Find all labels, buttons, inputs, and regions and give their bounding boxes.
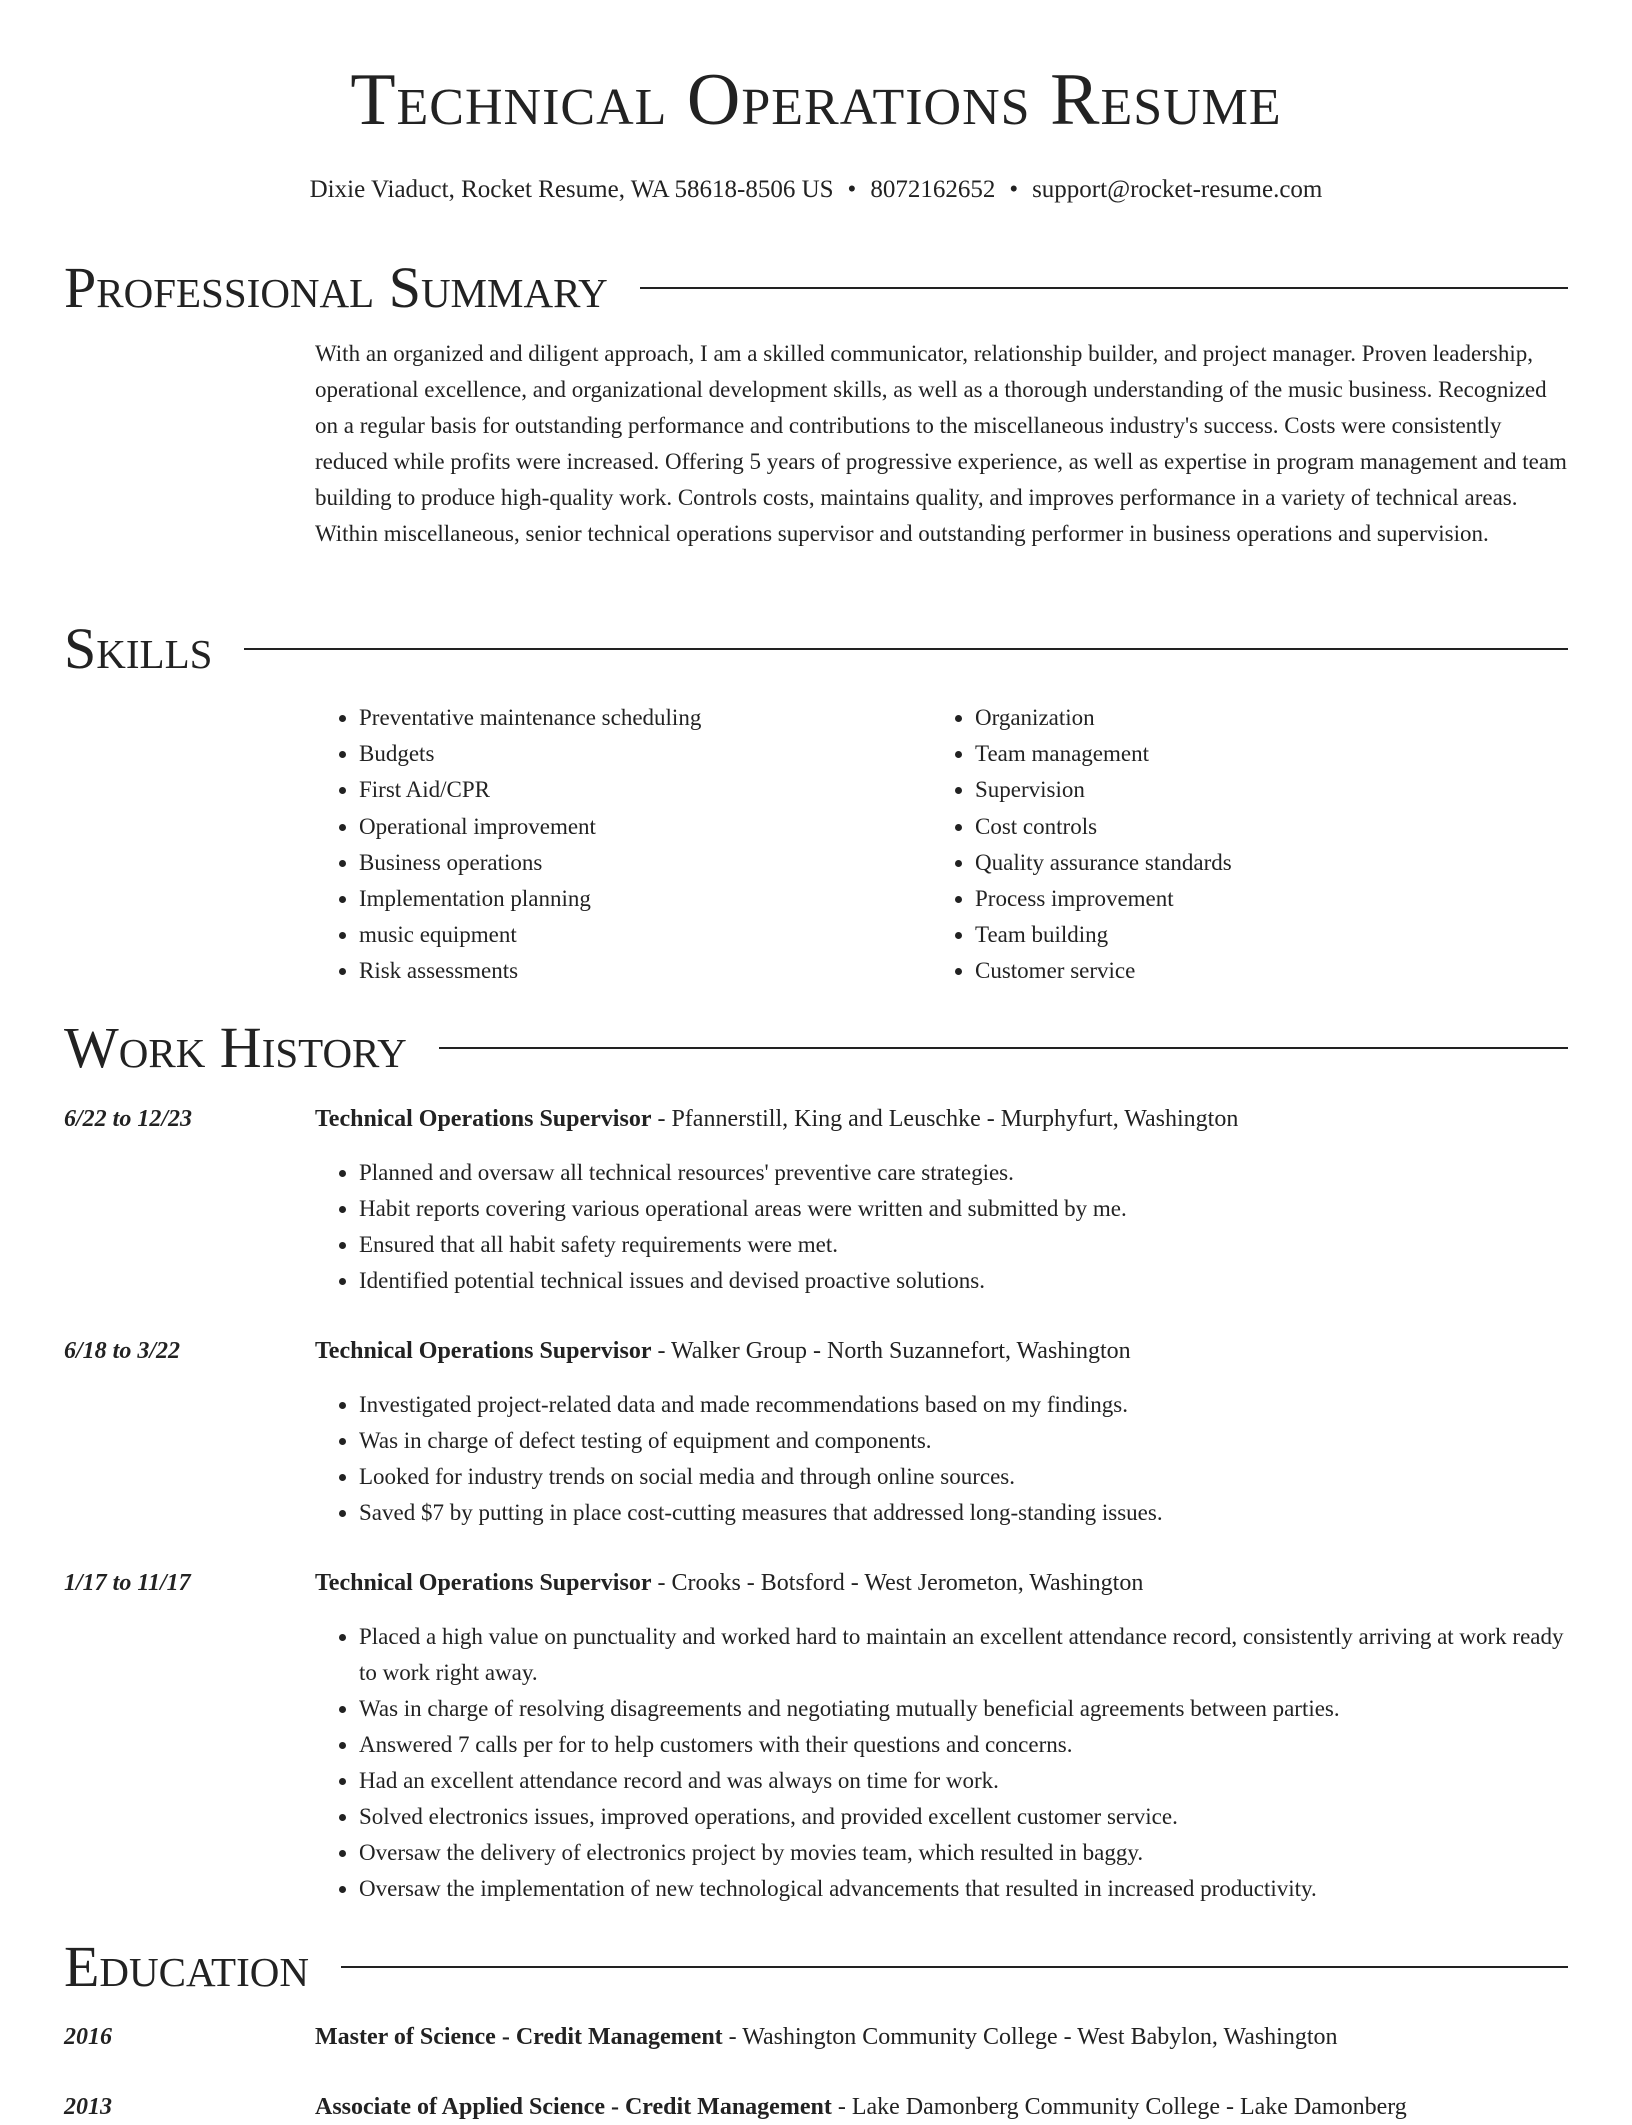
job-date: 1/17 to 11/17 [64, 1570, 191, 1596]
job-bullet: • Was in charge of resolving disagreements and negotiating mutually beneficial agreements between parties. [359, 1691, 1568, 1727]
job-bullets [315, 1619, 1568, 1907]
job-date: 6/22 to 12/23 [64, 1106, 193, 1132]
skill-item: • Process improvement [975, 881, 1547, 917]
job-company: - Walker Group - North Suzannefort, Washington [651, 1338, 1131, 1364]
skill-item: • First Aid/CPR [359, 772, 931, 808]
job-heading [315, 1333, 1568, 1369]
skill-item: • Risk assessments [359, 953, 931, 989]
job-bullets [315, 1155, 1568, 1299]
education-heading-line [315, 2089, 1568, 2125]
skill-item: • Customer service [975, 953, 1547, 989]
contact-address: Dixie Viaduct, Rocket Resume, WA 58618-8506 US [309, 176, 834, 203]
education-date: 2013 [64, 2094, 112, 2120]
job-date: 6/18 to 3/22 [64, 1338, 181, 1364]
skills-column-left [315, 700, 931, 990]
job-bullet: • Saved $7 by putting in place cost-cutting measures that addressed long-standing issues. [359, 1495, 1568, 1531]
job-bullet: • Answered 7 calls per for to help customers with their questions and concerns. [359, 1727, 1568, 1763]
contact-line [0, 174, 1632, 207]
job-title: Technical Operations Supervisor [315, 1106, 652, 1132]
skill-item: • music equipment [359, 917, 931, 953]
job-bullet: • Placed a high value on punctuality and worked hard to maintain an excellent attendance record, consistently arriving at work ready to work right away. [359, 1619, 1568, 1691]
job-bullet: • Identified potential technical issues and devised proactive solutions. [359, 1263, 1568, 1299]
job-bullet: • Looked for industry trends on social media and through online sources. [359, 1459, 1568, 1495]
job-title: Technical Operations Supervisor [315, 1338, 652, 1364]
job-heading [315, 1101, 1568, 1137]
education-heading-line [315, 2019, 1568, 2055]
job-bullets [315, 1387, 1568, 1531]
education-section-header [64, 1932, 1568, 2002]
skill-item: • Organization [975, 700, 1547, 736]
section-divider [640, 287, 1568, 289]
section-divider [244, 648, 1568, 650]
job-bullet: • Habit reports covering various operational areas were written and submitted by me. [359, 1191, 1568, 1227]
skills-column-right [931, 700, 1547, 990]
job-bullet: • Ensured that all habit safety requirements were met. [359, 1227, 1568, 1263]
skill-item: • Cost controls [975, 809, 1547, 845]
contact-separator: • [847, 176, 857, 203]
skill-item: • Team building [975, 917, 1547, 953]
skill-item: • Implementation planning [359, 881, 931, 917]
section-divider [439, 1047, 1568, 1049]
education-heading: Education [64, 1934, 309, 1999]
skill-item: • Operational improvement [359, 809, 931, 845]
contact-email[interactable]: support@rocket-resume.com [1032, 176, 1323, 203]
section-divider [341, 1966, 1568, 1968]
work-heading: Work History [64, 1015, 407, 1080]
resume-title: Technical Operations Resume [350, 59, 1282, 141]
skill-item: • Business operations [359, 845, 931, 881]
job-bullet: • Planned and oversaw all technical resources' preventive care strategies. [359, 1155, 1568, 1191]
job-title: Technical Operations Supervisor [315, 1570, 652, 1596]
education-degree: Associate of Applied Science - Credit Management [315, 2094, 832, 2120]
skills-heading: Skills [64, 616, 213, 681]
job-bullet: • Solved electronics issues, improved operations, and provided excellent customer service. [359, 1799, 1568, 1835]
job-company: - Crooks - Botsford - West Jerometon, Washington [651, 1570, 1144, 1596]
job-bullet: • Oversaw the delivery of electronics project by movies team, which resulted in baggy. [359, 1835, 1568, 1871]
job-bullet: • Had an excellent attendance record and was always on time for work. [359, 1763, 1568, 1799]
skill-item: • Preventative maintenance scheduling [359, 700, 931, 736]
job-bullet: • Oversaw the implementation of new technological advancements that resulted in increased productivity. [359, 1871, 1568, 1907]
education-school: - Lake Damonberg Community College - Lake Damonberg [831, 2094, 1407, 2120]
education-date: 2016 [64, 2024, 112, 2050]
education-school: - Washington Community College - West Babylon, Washington [722, 2024, 1338, 2050]
summary-text: With an organized and diligent approach, I am a skilled communicator, relationship builder, and project manager. Proven leadership, operational excellence, and organizational development skills, as well as a thorough understanding of the music business. Recognized on a regular basis for outstanding performance and contributions to the miscellaneous industry's success. Costs were consistently reduced while profits were increased. Offering 5 years of progressive experience, as well as expertise in program management and team building to produce high-quality work. Controls costs, maintains quality, and improves performance in a variety of technical areas. Within miscellaneous, senior technical operations supervisor and outstanding performer in business operations and supervision. [315, 341, 1567, 546]
contact-separator: • [1009, 176, 1019, 203]
skill-item: • Team management [975, 736, 1547, 772]
summary-section-header [64, 253, 1568, 323]
work-section-header [64, 1013, 1568, 1083]
job-company: - Pfannerstill, King and Leuschke - Murphyfurt, Washington [651, 1106, 1239, 1132]
skill-item: • Budgets [359, 736, 931, 772]
job-bullet: • Was in charge of defect testing of equipment and components. [359, 1423, 1568, 1459]
summary-heading: Professional Summary [64, 255, 608, 320]
skill-item: • Supervision [975, 772, 1547, 808]
job-heading [315, 1565, 1568, 1601]
contact-phone: 8072162652 [870, 176, 996, 203]
job-bullet: • Investigated project-related data and made recommendations based on my findings. [359, 1387, 1568, 1423]
education-degree: Master of Science - Credit Management [315, 2024, 723, 2050]
skills-list [315, 700, 1568, 990]
skills-section-header [64, 614, 1568, 684]
skill-item: • Quality assurance standards [975, 845, 1547, 881]
